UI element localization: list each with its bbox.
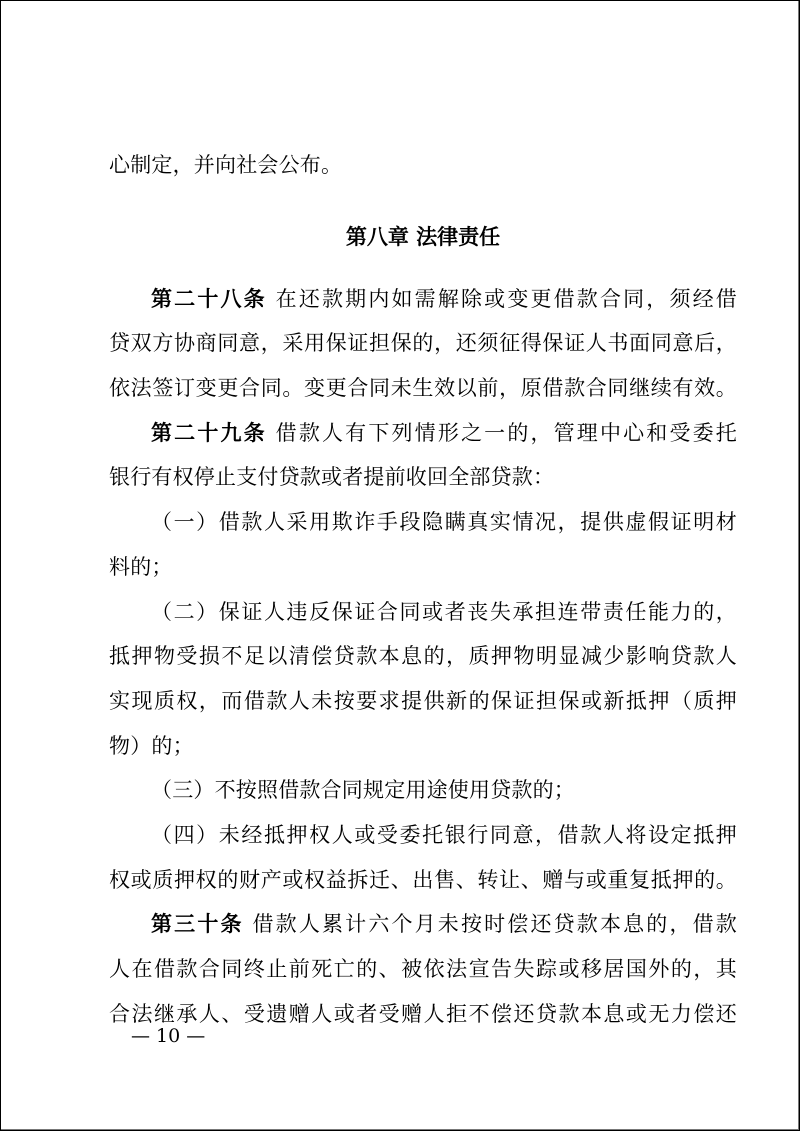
list-item-line: 抵押物受损不足以清偿贷款本息的，质押物明显减少影响贷款人 (109, 644, 737, 669)
list-item-line: 物）的； (109, 733, 194, 758)
article-28-line (109, 277, 737, 322)
paragraph-line: 人在借款合同终止前死亡的、被依法宣告失踪或移居国外的，其 (109, 957, 737, 981)
article-29-label: 第二十九条 (151, 420, 267, 445)
list-item-line: 实现质权，而借款人未按要求提供新的保证担保或新抵押（质押 (109, 688, 737, 713)
list-item-line: 权或质押权的财产或权益拆迁、出售、转让、赠与或重复抵押的。 (109, 867, 737, 892)
article-29-line (109, 411, 737, 456)
article-30-line (109, 902, 737, 947)
paragraph-line: 依法签订变更合同。变更合同未生效以前，原借款合同继续有效。 (109, 376, 737, 401)
document-body (109, 143, 737, 1036)
page-number: — 10 — (131, 1025, 206, 1047)
list-item-line: （一）借款人采用欺诈手段隐瞒真实情况，提供虚假证明材 (151, 510, 737, 535)
paragraph-line: 银行有权停止支付贷款或者提前收回全部贷款： (109, 465, 555, 490)
article-30-text: 借款人累计六个月未按时偿还贷款本息的，借款 (252, 912, 737, 937)
list-item-line: （四）未经抵押权人或受委托银行同意，借款人将设定抵押 (151, 822, 737, 847)
chapter-title: 第八章 法律责任 (345, 224, 501, 249)
paragraph-line: 合法继承人、受遗赠人或者受赠人拒不偿还贷款本息或无力偿还 (109, 1001, 737, 1026)
article-28-label: 第二十八条 (151, 286, 267, 311)
article-30-label: 第三十条 (151, 912, 244, 937)
list-item-line: 料的； (109, 554, 173, 579)
list-item-line: （二）保证人违反保证合同或者丧失承担连带责任能力的， (151, 599, 737, 624)
article-29-text: 借款人有下列情形之一的，管理中心和受委托 (275, 420, 737, 445)
paragraph-line: 心制定，并向社会公布。 (109, 153, 343, 177)
paragraph-line: 贷双方协商同意，采用保证担保的，还须征得保证人书面同意后， (109, 331, 737, 356)
article-28-text: 在还款期内如需解除或变更借款合同，须经借 (275, 286, 737, 311)
list-item-line: （三）不按照借款合同规定用途使用贷款的； (151, 778, 575, 803)
